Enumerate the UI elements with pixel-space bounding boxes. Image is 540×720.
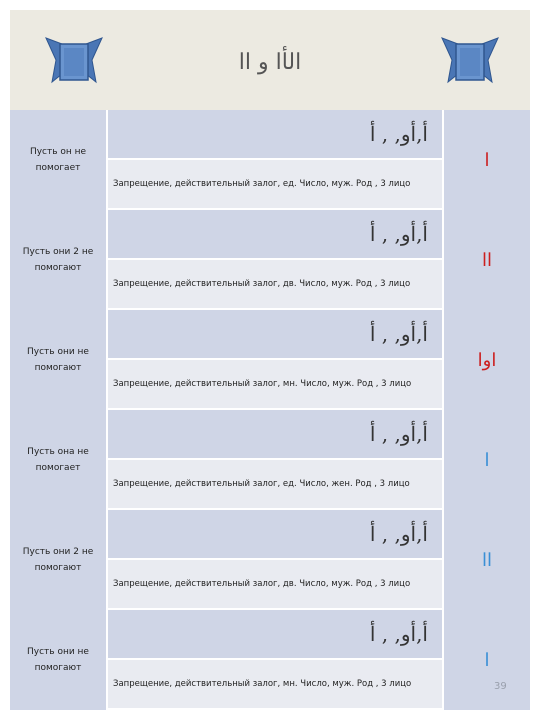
table-row — [10, 610, 530, 710]
ending-cell: ا — [444, 610, 530, 710]
ending-cell: اا — [444, 510, 530, 610]
grammar-description-cell: Запрещение, действительный залог, дв. Число, муж. Род , 3 лицо — [108, 560, 442, 608]
scroll-banner-icon — [440, 30, 500, 90]
translation-cell: Пусть они не помогают — [10, 310, 106, 410]
arabic-form-cell: أ,أو, , أ — [108, 610, 442, 658]
table-row — [10, 110, 530, 210]
translation-cell: Пусть они 2 не помогают — [10, 510, 106, 610]
ending-cell: ا — [444, 110, 530, 210]
table-row — [10, 410, 530, 510]
grammar-description-cell: Запрещение, действительный залог, ед. Число, муж. Род , 3 лицо — [108, 160, 442, 208]
arabic-form-cell: أ,أو, , أ — [108, 310, 442, 358]
translation-cell: Пусть они 2 не помогают — [10, 210, 106, 310]
ending-cell: اوا — [444, 310, 530, 410]
table-row — [10, 310, 530, 410]
ending-cell: ا — [444, 410, 530, 510]
arabic-form-cell: أ,أو, , أ — [108, 210, 442, 258]
translation-cell: Пусть он не помогает — [10, 110, 106, 210]
grammar-description-cell: Запрещение, действительный залог, дв. Число, муж. Род , 3 лицо — [108, 260, 442, 308]
page-number: 39 — [494, 681, 507, 692]
grammar-description-cell: Запрещение, действительный залог, мн. Число, муж. Род , 3 лицо — [108, 360, 442, 408]
translation-cell: Пусть она не помогает — [10, 410, 106, 510]
table-row — [10, 210, 530, 310]
arabic-form-cell: أ,أو, , أ — [108, 510, 442, 558]
ending-cell: اا — [444, 210, 530, 310]
title-header — [10, 10, 530, 110]
table-row — [10, 510, 530, 610]
grammar-description-cell: Запрещение, действительный залог, ед. Число, жен. Род , 3 лицо — [108, 460, 442, 508]
conjugation-table — [10, 110, 530, 710]
grammar-description-cell: Запрещение, действительный залог, мн. Число, муж. Род , 3 лицо — [108, 660, 442, 708]
page-title: الأا و اا — [238, 50, 302, 75]
arabic-form-cell: أ,أو, , أ — [108, 410, 442, 458]
arabic-form-cell: أ,أو, , أ — [108, 110, 442, 158]
translation-cell: Пусть они не помогают — [10, 610, 106, 710]
